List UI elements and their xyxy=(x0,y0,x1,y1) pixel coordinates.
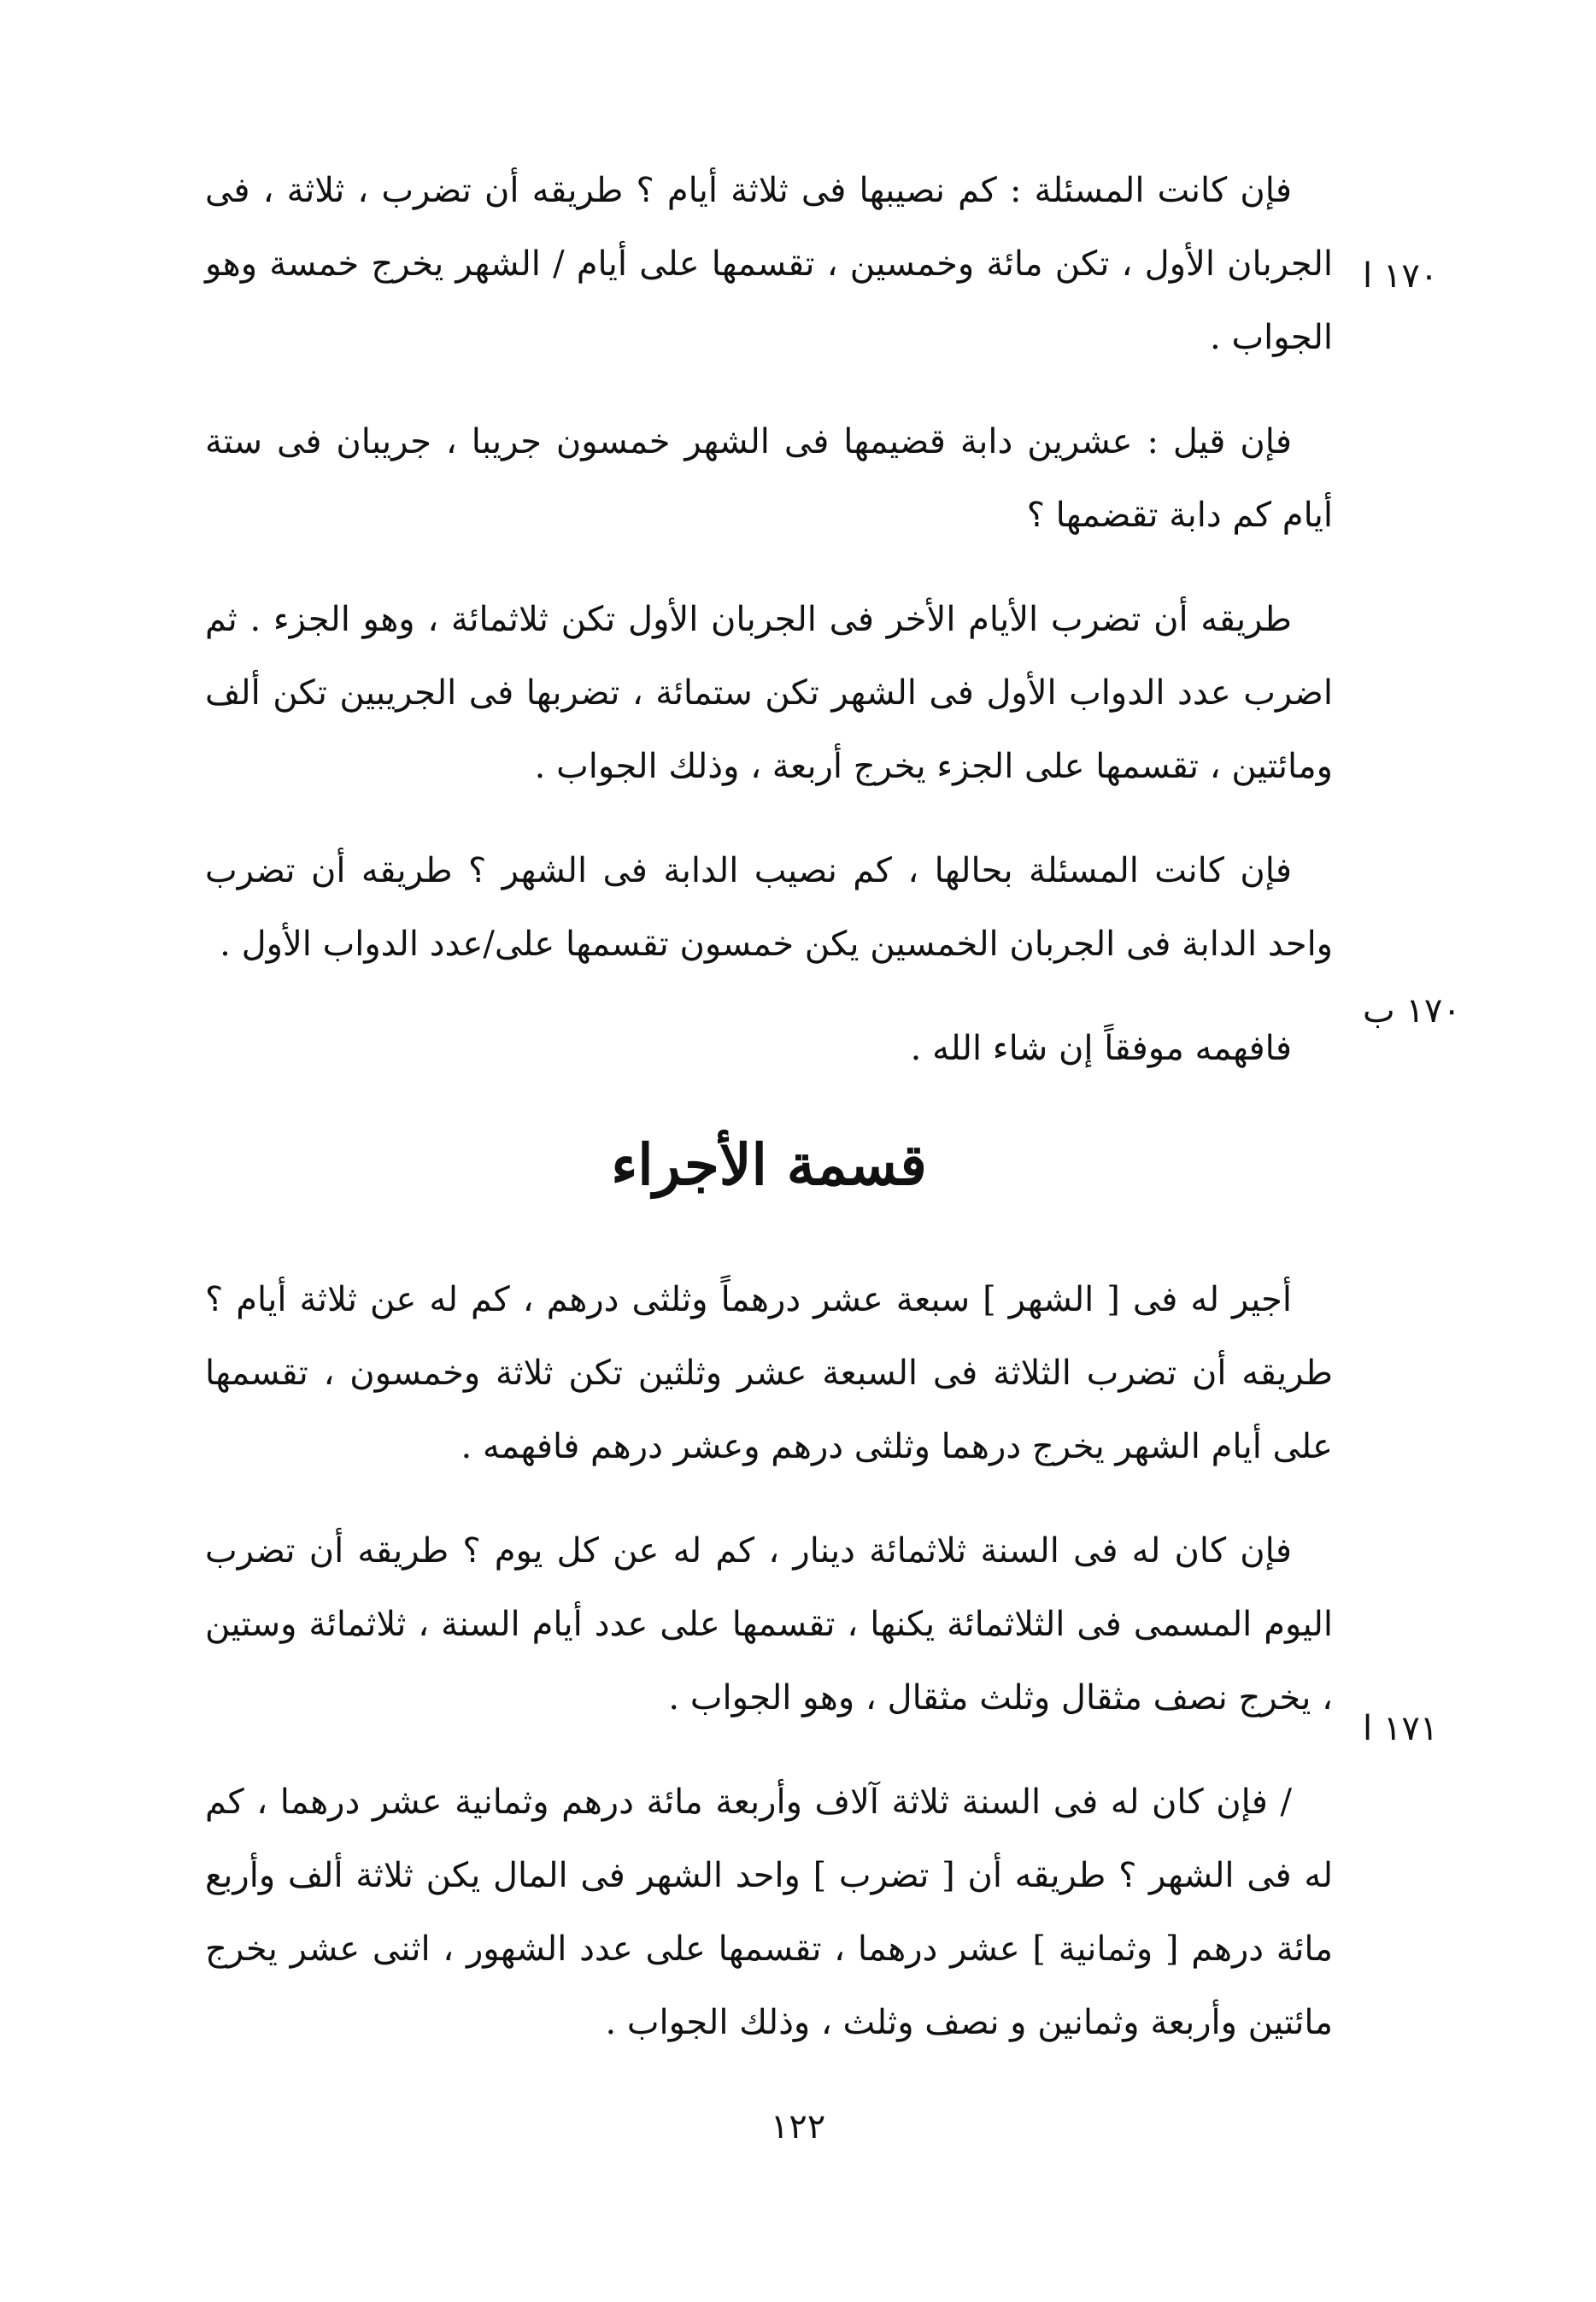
folio-ref-171a: ١٧١ ا xyxy=(1363,1709,1439,1748)
paragraph-yearly-dinars: فإن كان له فى السنة ثلاثمائة دينار ، كم له عن كل يوم ؟ طريقه أن تضرب اليوم المسمى فى الثلاثمائة يكنها ، تقسمها على عدد أيام السنة ، ثلاثمائة وستين ، يخرج نصف مثقال وثلث مثقال ، وهو الجواب . xyxy=(205,1531,1333,1718)
paragraph-share-per-animal: فإن كانت المسئلة بحالها ، كم نصيب الدابة فى الشهر ؟ طريقه أن تضرب واحد الدابة فى الجربان الخمسين يكن خمسون تقسمها على/عدد الدواب الأول . xyxy=(205,851,1333,964)
paragraph-hired-worker-month: أجير له فى [ الشهر ] سبعة عشر درهماً وثلثى درهم ، كم له عن ثلاثة أيام ؟ طريقه أن تضرب الثلاثة فى السبعة عشر وثلثين تكن ثلاثة وخمسون ، تقسمها على أيام الشهر يخرج درهما وثلثى درهم وعشر درهم فافهمه . xyxy=(205,1280,1333,1466)
section-heading: قسمة الأجراء xyxy=(611,1131,927,1198)
paragraph-method-answer: طريقه أن تضرب الأيام الأخر فى الجربان الأول تكن ثلاثمائة ، وهو الجزء . ثم اضرب عدد الدواب الأول فى الشهر تكن ستمائة ، تضربها فى الجريبين تكن ألف ومائتين ، تقسمها على الجزء يخرج أربعة ، وذلك الجواب . xyxy=(205,600,1333,786)
page-number: ١٢٢ xyxy=(770,2107,826,2146)
folio-ref-170a: ١٧٠ ا xyxy=(1363,256,1439,296)
folio-ref-170b: ١٧٠ ب xyxy=(1363,991,1461,1031)
paragraph-yearly-dirhams: / فإن كان له فى السنة ثلاثة آلاف وأربعة مائة درهم وثمانية عشر درهما ، كم له فى الشهر ؟ طريقه أن [ تضرب ] واحد الشهر فى المال يكن ثلاثة ألف وأربع مائة درهم [ وثمانية ] عشر درهما ، تقسمها على عدد الشهور ، اثنى عشر يخرج مائتين وأربعة وثمانين و نصف وثلث ، وذلك الجواب . xyxy=(205,1782,1333,2042)
paragraph-share-three-days: فإن كانت المسئلة : كم نصيبها فى ثلاثة أيام ؟ طريقه أن تضرب ، ثلاثة ، فى الجربان الأول ، تكن مائة وخمسين ، تقسمها على أيام / الشهر يخرج خمسة وهو الجواب . xyxy=(205,171,1333,357)
paragraph-twenty-animals-question: فإن قيل : عشرين دابة قضيمها فى الشهر خمسون جريبا ، جريبان فى ستة أيام كم دابة تقضمها ؟ xyxy=(205,422,1333,535)
paragraph-closing: فافهمه موفقاً إن شاء الله . xyxy=(910,1029,1292,1068)
main-text-column xyxy=(205,154,1333,2090)
